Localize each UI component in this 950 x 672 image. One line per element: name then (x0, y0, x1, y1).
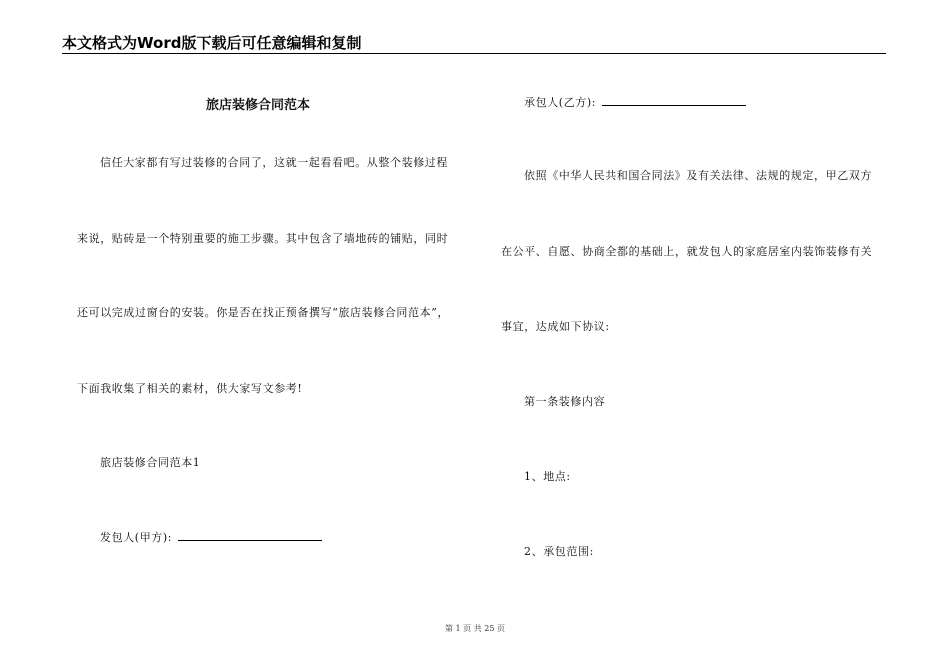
article-1-heading: 第一条装修内容 (524, 395, 606, 408)
party-b-label: 承包人(乙方): (524, 96, 597, 109)
party-b-blank (602, 104, 746, 106)
section-heading: 旅店装修合同范本1 (100, 456, 201, 469)
item-scope: 2、承包范围: (524, 545, 594, 558)
intro-line-2: 来说，贴砖是一个特别重要的施工步骤。其中包含了墙地砖的铺贴，同时 (77, 232, 449, 245)
intro-line-1: 信任大家都有写过装修的合同了，这就一起看看吧。从整个装修过程 (100, 156, 448, 169)
item-location: 1、地点: (524, 470, 571, 483)
document-header-title: 本文格式为Word版下载后可任意编辑和复制 (62, 34, 362, 52)
page-number: 第 1 页 共 25 页 (445, 624, 505, 633)
agreement-line-2: 在公平、自愿、协商全都的基础上，就发包人的家庭居室内装饰装修有关 (501, 245, 873, 258)
party-b-line (524, 94, 746, 110)
agreement-line-1: 依照《中华人民共和国合同法》及有关法律、法规的规定，甲乙双方 (524, 169, 872, 182)
party-a-label: 发包人(甲方): (100, 531, 173, 544)
intro-line-4: 下面我收集了相关的素材，供大家写文参考! (77, 382, 303, 395)
party-a-blank (178, 539, 322, 541)
contract-title: 旅店装修合同范本 (206, 98, 311, 113)
party-a-line (100, 529, 322, 545)
agreement-line-3: 事宜，达成如下协议: (501, 320, 610, 333)
intro-line-3: 还可以完成过窗台的安装。你是否在找正预备撰写“旅店装修合同范本”， (77, 306, 450, 319)
header-divider (62, 53, 886, 54)
